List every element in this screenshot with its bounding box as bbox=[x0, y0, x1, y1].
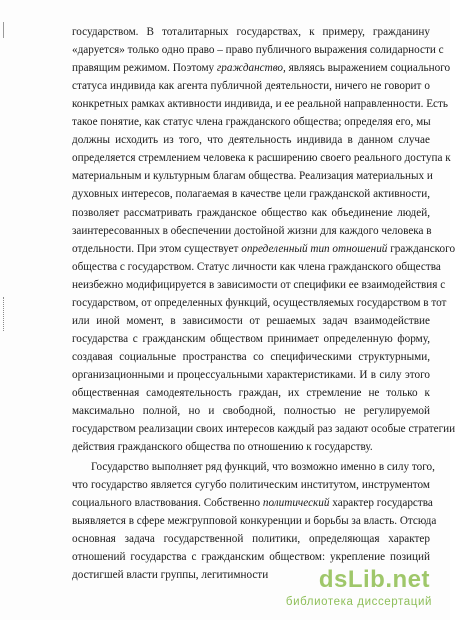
text-line: достигшей власти группы, легитимности bbox=[72, 569, 269, 581]
margin-mark bbox=[3, 297, 10, 331]
text-line: социального властвования. Собственно политический характер государства bbox=[72, 497, 433, 509]
text-line: такое понятие, как статус члена гражданского общества; определяя его, мы bbox=[72, 116, 431, 128]
text-line: государством реализации своих интересов каждый раз задают особые стратегии bbox=[72, 423, 455, 435]
text-line: материальным и культурным благам общества. Реализация материальных и bbox=[72, 170, 433, 182]
text-line: государством. В тоталитарных государствах, к примеру, гражданину bbox=[72, 26, 430, 38]
text-line: статуса индивида как агента публичной деятельности, ничего не говорит о bbox=[72, 80, 430, 92]
text-line: действия гражданского общества по отношению к государству. bbox=[72, 441, 373, 453]
watermark-subtitle: библиотека диссертаций bbox=[285, 596, 432, 608]
text-line: конкретных рамках активности индивида, и ее реальной направленности. Есть bbox=[72, 98, 448, 110]
watermark-logo bbox=[246, 566, 436, 612]
margin-mark bbox=[3, 22, 10, 38]
text-line: основная задача государственной политики, определяющая характер bbox=[72, 533, 430, 545]
italic-phrase: определенный тип отношений bbox=[241, 243, 388, 255]
text-line: общества с государством. Статус личности как члена гражданского общества bbox=[72, 261, 441, 273]
text-line: «даруется» только одно право – право публичного выражения солидарности с bbox=[72, 44, 444, 56]
watermark-title: dsLib.net bbox=[318, 566, 430, 593]
text-line: создавая социальные пространства со специфическими структурными, bbox=[72, 351, 430, 363]
text-line: определяется стремлением человека к расширению своего реального доступа к bbox=[72, 152, 451, 164]
text-line: максимально полной, но и свободной, полностью не регулируемой bbox=[72, 405, 430, 417]
italic-phrase: политический bbox=[262, 497, 330, 509]
text-line: отдельности. При этом существует определенный тип отношений гражданского bbox=[72, 243, 455, 255]
text-line: государством, от определенных функций, осуществляемых государством в тот bbox=[72, 297, 447, 309]
text-line: или иной момент, в зависимости от решаемых задач взаимодействие bbox=[72, 315, 430, 327]
text-line: что государство является сугубо политическим институтом, инструментом bbox=[72, 479, 430, 491]
text-line: организационными и процессуальными характеристиками. И в силу этого bbox=[72, 369, 430, 381]
text-line: должны исходить из того, что деятельность индивида в данном случае bbox=[72, 134, 430, 146]
italic-phrase: гражданство, bbox=[216, 62, 286, 74]
text-line: отношений государства с гражданским обществом: укрепление позиций bbox=[72, 551, 430, 563]
text-line: выявляется в сфере межгрупповой конкуренции и борьбы за власть. Отсюда bbox=[72, 515, 437, 527]
text-line: заинтересованных в обеспечении достойной жизни для каждого человека в bbox=[72, 225, 432, 237]
text-line: государства с гражданским обществом принимает определенную форму, bbox=[72, 333, 430, 345]
text-line: правящим режимом. Поэтому гражданство, являясь выражением социального bbox=[72, 62, 451, 74]
text-line: общественная самодеятельность граждан, их стремление не только к bbox=[72, 387, 430, 399]
text-line: позволяет рассматривать гражданское общество как объединение людей, bbox=[72, 207, 430, 219]
text-line: неизбежно модифицируется в зависимости от специфики ее взаимодействия с bbox=[72, 279, 446, 291]
text-line: духовных интересов, полагаемая в качестве цели гражданской активности, bbox=[72, 188, 430, 200]
text-line: Государство выполняет ряд функций, что возможно именно в силу того, bbox=[91, 461, 435, 473]
